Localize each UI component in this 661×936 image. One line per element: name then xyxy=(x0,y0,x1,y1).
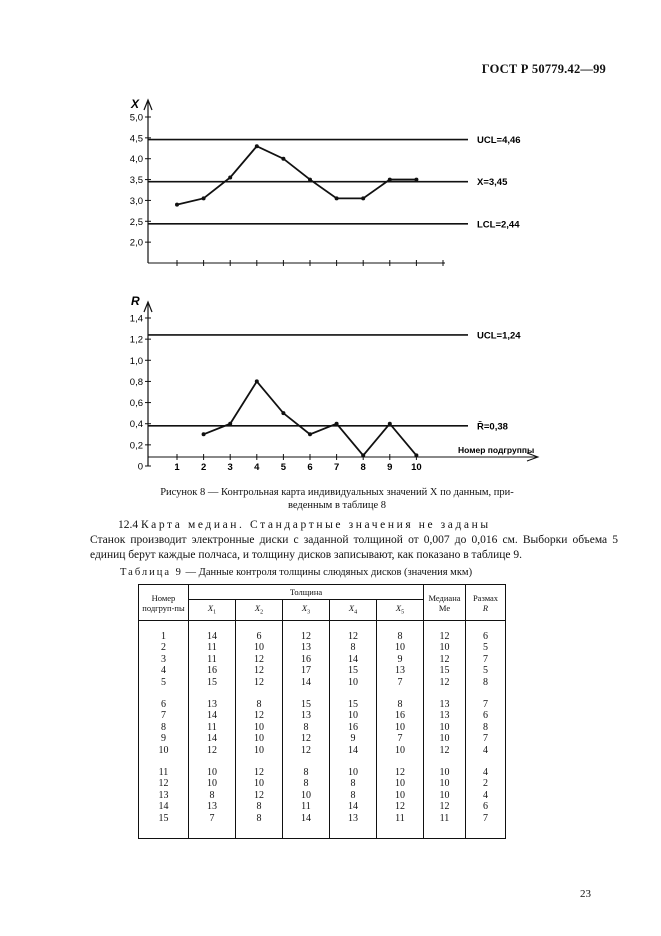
r-chart-ucl-label: UCL=1,24 xyxy=(477,330,521,342)
table-cell: 17 xyxy=(283,665,330,676)
table-cell: 12 xyxy=(424,677,466,688)
table-cell: 7 xyxy=(139,710,189,721)
table-title xyxy=(120,567,472,578)
header-x4: $X_4$ xyxy=(330,600,377,621)
table-cell: 10 xyxy=(424,642,466,653)
table-cell: 15 xyxy=(330,688,377,710)
table-cell: 8 xyxy=(377,621,424,643)
table-cell: 13 xyxy=(189,801,236,812)
r-chart-y-tick-label: 0,6 xyxy=(129,398,143,410)
section-heading xyxy=(118,518,491,533)
section-number: 12.4 xyxy=(118,519,139,531)
table-cell: 12 xyxy=(424,621,466,643)
table-cell: 1 xyxy=(139,621,189,643)
x-chart-y-tick-label: 5,0 xyxy=(129,112,143,124)
header-x2: $X_2$ xyxy=(236,600,283,621)
thickness-table xyxy=(138,584,506,839)
table-row xyxy=(139,745,506,756)
table-cell: 11 xyxy=(189,722,236,733)
header-x3: $X_3$ xyxy=(283,600,330,621)
table-cell: 14 xyxy=(330,801,377,812)
r-chart-point xyxy=(308,432,312,436)
table-row xyxy=(139,665,506,676)
table-cell: 16 xyxy=(330,722,377,733)
table-cell: 3 xyxy=(139,654,189,665)
table-cell: 12 xyxy=(189,745,236,756)
table-cell: 10 xyxy=(424,722,466,733)
x-chart-point xyxy=(228,175,232,179)
x-chart-y-tick-label: 2,5 xyxy=(129,216,143,228)
table-cell: 13 xyxy=(139,790,189,801)
table-cell: 12 xyxy=(236,710,283,721)
table-row xyxy=(139,801,506,812)
table-cell: 10 xyxy=(236,745,283,756)
x-chart-point xyxy=(281,157,285,161)
r-chart-x-tick-label: 6 xyxy=(307,462,313,473)
x-chart-center-label: X=3,45 xyxy=(477,177,508,189)
table-cell: 7 xyxy=(466,813,506,839)
table-cell: 12 xyxy=(424,654,466,665)
table-cell: 10 xyxy=(189,756,236,778)
table-cell: 4 xyxy=(466,756,506,778)
table-cell: 5 xyxy=(466,665,506,676)
x-chart-point xyxy=(361,196,365,200)
table-cell: 12 xyxy=(139,778,189,789)
table-cell: 11 xyxy=(377,813,424,839)
table-cell: 12 xyxy=(330,621,377,643)
document-header: ГОСТ Р 50779.42—99 xyxy=(481,62,606,76)
table-cell: 11 xyxy=(283,801,330,812)
table-cell: 13 xyxy=(424,710,466,721)
r-chart-x-label: Номер подгруппы xyxy=(458,445,535,455)
table-row xyxy=(139,642,506,653)
header-x5: $X_5$ xyxy=(377,600,424,621)
table-cell: 7 xyxy=(466,688,506,710)
table-cell: 5 xyxy=(466,642,506,653)
range-label: Размах xyxy=(472,592,499,603)
table-cell: 13 xyxy=(283,710,330,721)
table-cell: 12 xyxy=(236,677,283,688)
r-chart-point xyxy=(388,422,392,426)
table-cell: 6 xyxy=(139,688,189,710)
x-chart-y-tick-label: 3,5 xyxy=(129,175,143,187)
table-row xyxy=(139,621,506,643)
r-chart-point xyxy=(202,432,206,436)
r-chart-x-tick-label: 4 xyxy=(254,462,260,473)
table-cell: 8 xyxy=(236,688,283,710)
table-cell: 8 xyxy=(330,790,377,801)
table-row xyxy=(139,677,506,688)
table-cell: 7 xyxy=(189,813,236,839)
x-chart-point xyxy=(388,178,392,182)
page-number: 23 xyxy=(580,888,591,900)
table-cell: 16 xyxy=(377,710,424,721)
header-range xyxy=(466,585,506,621)
table-cell: 12 xyxy=(283,745,330,756)
table-cell: 8 xyxy=(189,790,236,801)
median-symbol: Me xyxy=(438,602,451,613)
r-chart-point xyxy=(281,411,285,415)
table-cell: 12 xyxy=(424,745,466,756)
table-cell: 15 xyxy=(424,665,466,676)
r-chart-point xyxy=(414,453,418,457)
table-cell: 14 xyxy=(189,733,236,744)
table-cell: 12 xyxy=(377,801,424,812)
table-cell: 2 xyxy=(139,642,189,653)
table-cell: 13 xyxy=(330,813,377,839)
table-cell: 12 xyxy=(283,621,330,643)
table-cell: 10 xyxy=(236,778,283,789)
x-chart-y-label: X xyxy=(131,97,140,111)
x-chart-y-tick-label: 4,5 xyxy=(129,133,143,145)
x-chart-point xyxy=(414,178,418,182)
table-cell: 10 xyxy=(330,756,377,778)
table-cell: 10 xyxy=(424,790,466,801)
table-cell: 12 xyxy=(377,756,424,778)
table-cell: 10 xyxy=(236,722,283,733)
caption-line-1: Рисунок 8 — Контрольная карта индивидуальных значений X по данным, при- xyxy=(160,487,514,498)
table-row xyxy=(139,722,506,733)
table-cell: 9 xyxy=(330,733,377,744)
table-cell: 7 xyxy=(377,733,424,744)
table-description: — Данные контроля толщины слюдяных дисков (значения мкм) xyxy=(182,567,473,578)
table-cell: 9 xyxy=(377,654,424,665)
r-chart-point xyxy=(335,422,339,426)
table-cell: 7 xyxy=(466,733,506,744)
r-chart-x-tick-label: 1 xyxy=(174,462,180,473)
table-cell: 10 xyxy=(424,778,466,789)
table-cell: 4 xyxy=(466,790,506,801)
r-chart-point xyxy=(361,453,365,457)
section-title: Карта медиан. Стандартные значения не заданы xyxy=(141,519,491,531)
table-cell: 6 xyxy=(466,710,506,721)
table-cell: 8 xyxy=(330,778,377,789)
table-cell: 10 xyxy=(236,642,283,653)
table-cell: 12 xyxy=(424,801,466,812)
table-cell: 13 xyxy=(189,688,236,710)
header-median xyxy=(424,585,466,621)
table-cell: 10 xyxy=(189,778,236,789)
table-cell: 10 xyxy=(377,722,424,733)
table-cell: 11 xyxy=(189,642,236,653)
table-cell: 8 xyxy=(283,778,330,789)
x-chart-point xyxy=(202,196,206,200)
table-cell: 9 xyxy=(139,733,189,744)
r-chart-y-tick-label: 0 xyxy=(137,461,143,473)
x-chart-point xyxy=(175,203,179,207)
table-row xyxy=(139,790,506,801)
x-chart-y-tick-label: 3,0 xyxy=(129,195,143,207)
table-row xyxy=(139,688,506,710)
table-cell: 12 xyxy=(236,654,283,665)
table-cell: 6 xyxy=(236,621,283,643)
table-cell: 8 xyxy=(377,688,424,710)
x-chart-ucl-label: UCL=4,46 xyxy=(477,135,521,147)
table-row xyxy=(139,756,506,778)
table-cell: 8 xyxy=(330,642,377,653)
table-cell: 12 xyxy=(236,665,283,676)
table-cell: 8 xyxy=(283,722,330,733)
r-chart-x-tick-label: 5 xyxy=(280,462,287,473)
header-thickness: Толщина xyxy=(189,585,424,600)
table-cell: 13 xyxy=(424,688,466,710)
table-number: Таблица 9 xyxy=(120,567,183,578)
x-chart-series-line xyxy=(177,146,416,204)
table-cell: 8 xyxy=(466,677,506,688)
r-chart-y-tick-label: 1,2 xyxy=(129,334,143,346)
r-chart-x-tick-label: 7 xyxy=(333,462,340,473)
r-chart-series-line xyxy=(204,381,417,455)
caption-line-2: веденным в таблице 8 xyxy=(287,500,387,511)
table-cell: 12 xyxy=(236,790,283,801)
table-cell: 13 xyxy=(377,665,424,676)
table-cell: 4 xyxy=(139,665,189,676)
header-subgroup: Номер подгруп-пы xyxy=(139,585,189,621)
table-cell: 8 xyxy=(236,801,283,812)
r-chart-point xyxy=(255,379,259,383)
r-chart-y-tick-label: 1,4 xyxy=(129,313,143,325)
table-cell: 8 xyxy=(236,813,283,839)
table-row xyxy=(139,733,506,744)
r-chart-x-tick-label: 2 xyxy=(200,462,207,473)
table-cell: 8 xyxy=(139,722,189,733)
table-cell: 10 xyxy=(377,745,424,756)
table-row xyxy=(139,710,506,721)
range-symbol: R xyxy=(482,602,489,613)
x-chart-point xyxy=(308,178,312,182)
x-chart-point xyxy=(335,196,339,200)
table-cell: 2 xyxy=(466,778,506,789)
r-chart-x-tick-label: 10 xyxy=(411,462,422,473)
r-chart-x-tick-label: 3 xyxy=(227,462,233,473)
table-cell: 10 xyxy=(424,756,466,778)
section-text: Станок производит электронные диски с заданной толщиной от 0,007 до 0,016 см. Выборки объема 5 единиц берут каждые полчаса, и толщину дисков записывают, как показано в таблице 9. xyxy=(90,534,618,561)
table-cell: 10 xyxy=(330,710,377,721)
table-cell: 5 xyxy=(139,677,189,688)
r-chart-center-label: R̄=0,38 xyxy=(477,421,508,433)
table-cell: 11 xyxy=(139,756,189,778)
table-cell: 13 xyxy=(283,642,330,653)
table-cell: 14 xyxy=(189,621,236,643)
r-chart-x-tick-label: 8 xyxy=(360,462,366,473)
table-cell: 7 xyxy=(377,677,424,688)
table-cell: 11 xyxy=(189,654,236,665)
table-cell: 14 xyxy=(330,654,377,665)
table-cell: 6 xyxy=(466,801,506,812)
table-cell: 7 xyxy=(466,654,506,665)
x-chart-lcl-label: LCL=2,44 xyxy=(477,219,520,231)
table-cell: 8 xyxy=(283,756,330,778)
table-cell: 14 xyxy=(283,813,330,839)
table-cell: 14 xyxy=(139,801,189,812)
table-cell: 10 xyxy=(424,733,466,744)
table-cell: 15 xyxy=(330,665,377,676)
r-chart-y-tick-label: 0,2 xyxy=(129,440,143,452)
table-cell: 16 xyxy=(283,654,330,665)
table-cell: 10 xyxy=(139,745,189,756)
x-chart-y-tick-label: 2,0 xyxy=(129,237,143,249)
table-cell: 12 xyxy=(283,733,330,744)
r-chart-y-tick-label: 0,4 xyxy=(129,419,143,431)
r-chart-x-tick-label: 9 xyxy=(387,462,393,473)
median-label: Медиана xyxy=(428,592,461,603)
table-cell: 10 xyxy=(283,790,330,801)
header-x1: $X_1$ xyxy=(189,600,236,621)
table-cell: 11 xyxy=(424,813,466,839)
table-cell: 10 xyxy=(377,790,424,801)
table-cell: 16 xyxy=(189,665,236,676)
table-row xyxy=(139,778,506,789)
table-cell: 6 xyxy=(466,621,506,643)
r-chart-point xyxy=(228,422,232,426)
figure-caption xyxy=(128,486,546,512)
table-row xyxy=(139,813,506,839)
table-cell: 15 xyxy=(139,813,189,839)
r-chart-y-tick-label: 1,0 xyxy=(129,355,143,367)
r-chart-y-label: R xyxy=(131,294,140,308)
table-cell: 10 xyxy=(377,778,424,789)
table-row xyxy=(139,654,506,665)
table-cell: 8 xyxy=(466,722,506,733)
table-cell: 15 xyxy=(283,688,330,710)
table-cell: 10 xyxy=(236,733,283,744)
x-chart-point xyxy=(255,144,259,148)
table-cell: 14 xyxy=(330,745,377,756)
table-cell: 14 xyxy=(189,710,236,721)
table-cell: 10 xyxy=(330,677,377,688)
r-chart-y-tick-label: 0,8 xyxy=(129,376,143,388)
table-cell: 10 xyxy=(377,642,424,653)
table-cell: 12 xyxy=(236,756,283,778)
x-chart-y-tick-label: 4,0 xyxy=(129,154,143,166)
table-cell: 15 xyxy=(189,677,236,688)
table-cell: 4 xyxy=(466,745,506,756)
table-cell: 14 xyxy=(283,677,330,688)
